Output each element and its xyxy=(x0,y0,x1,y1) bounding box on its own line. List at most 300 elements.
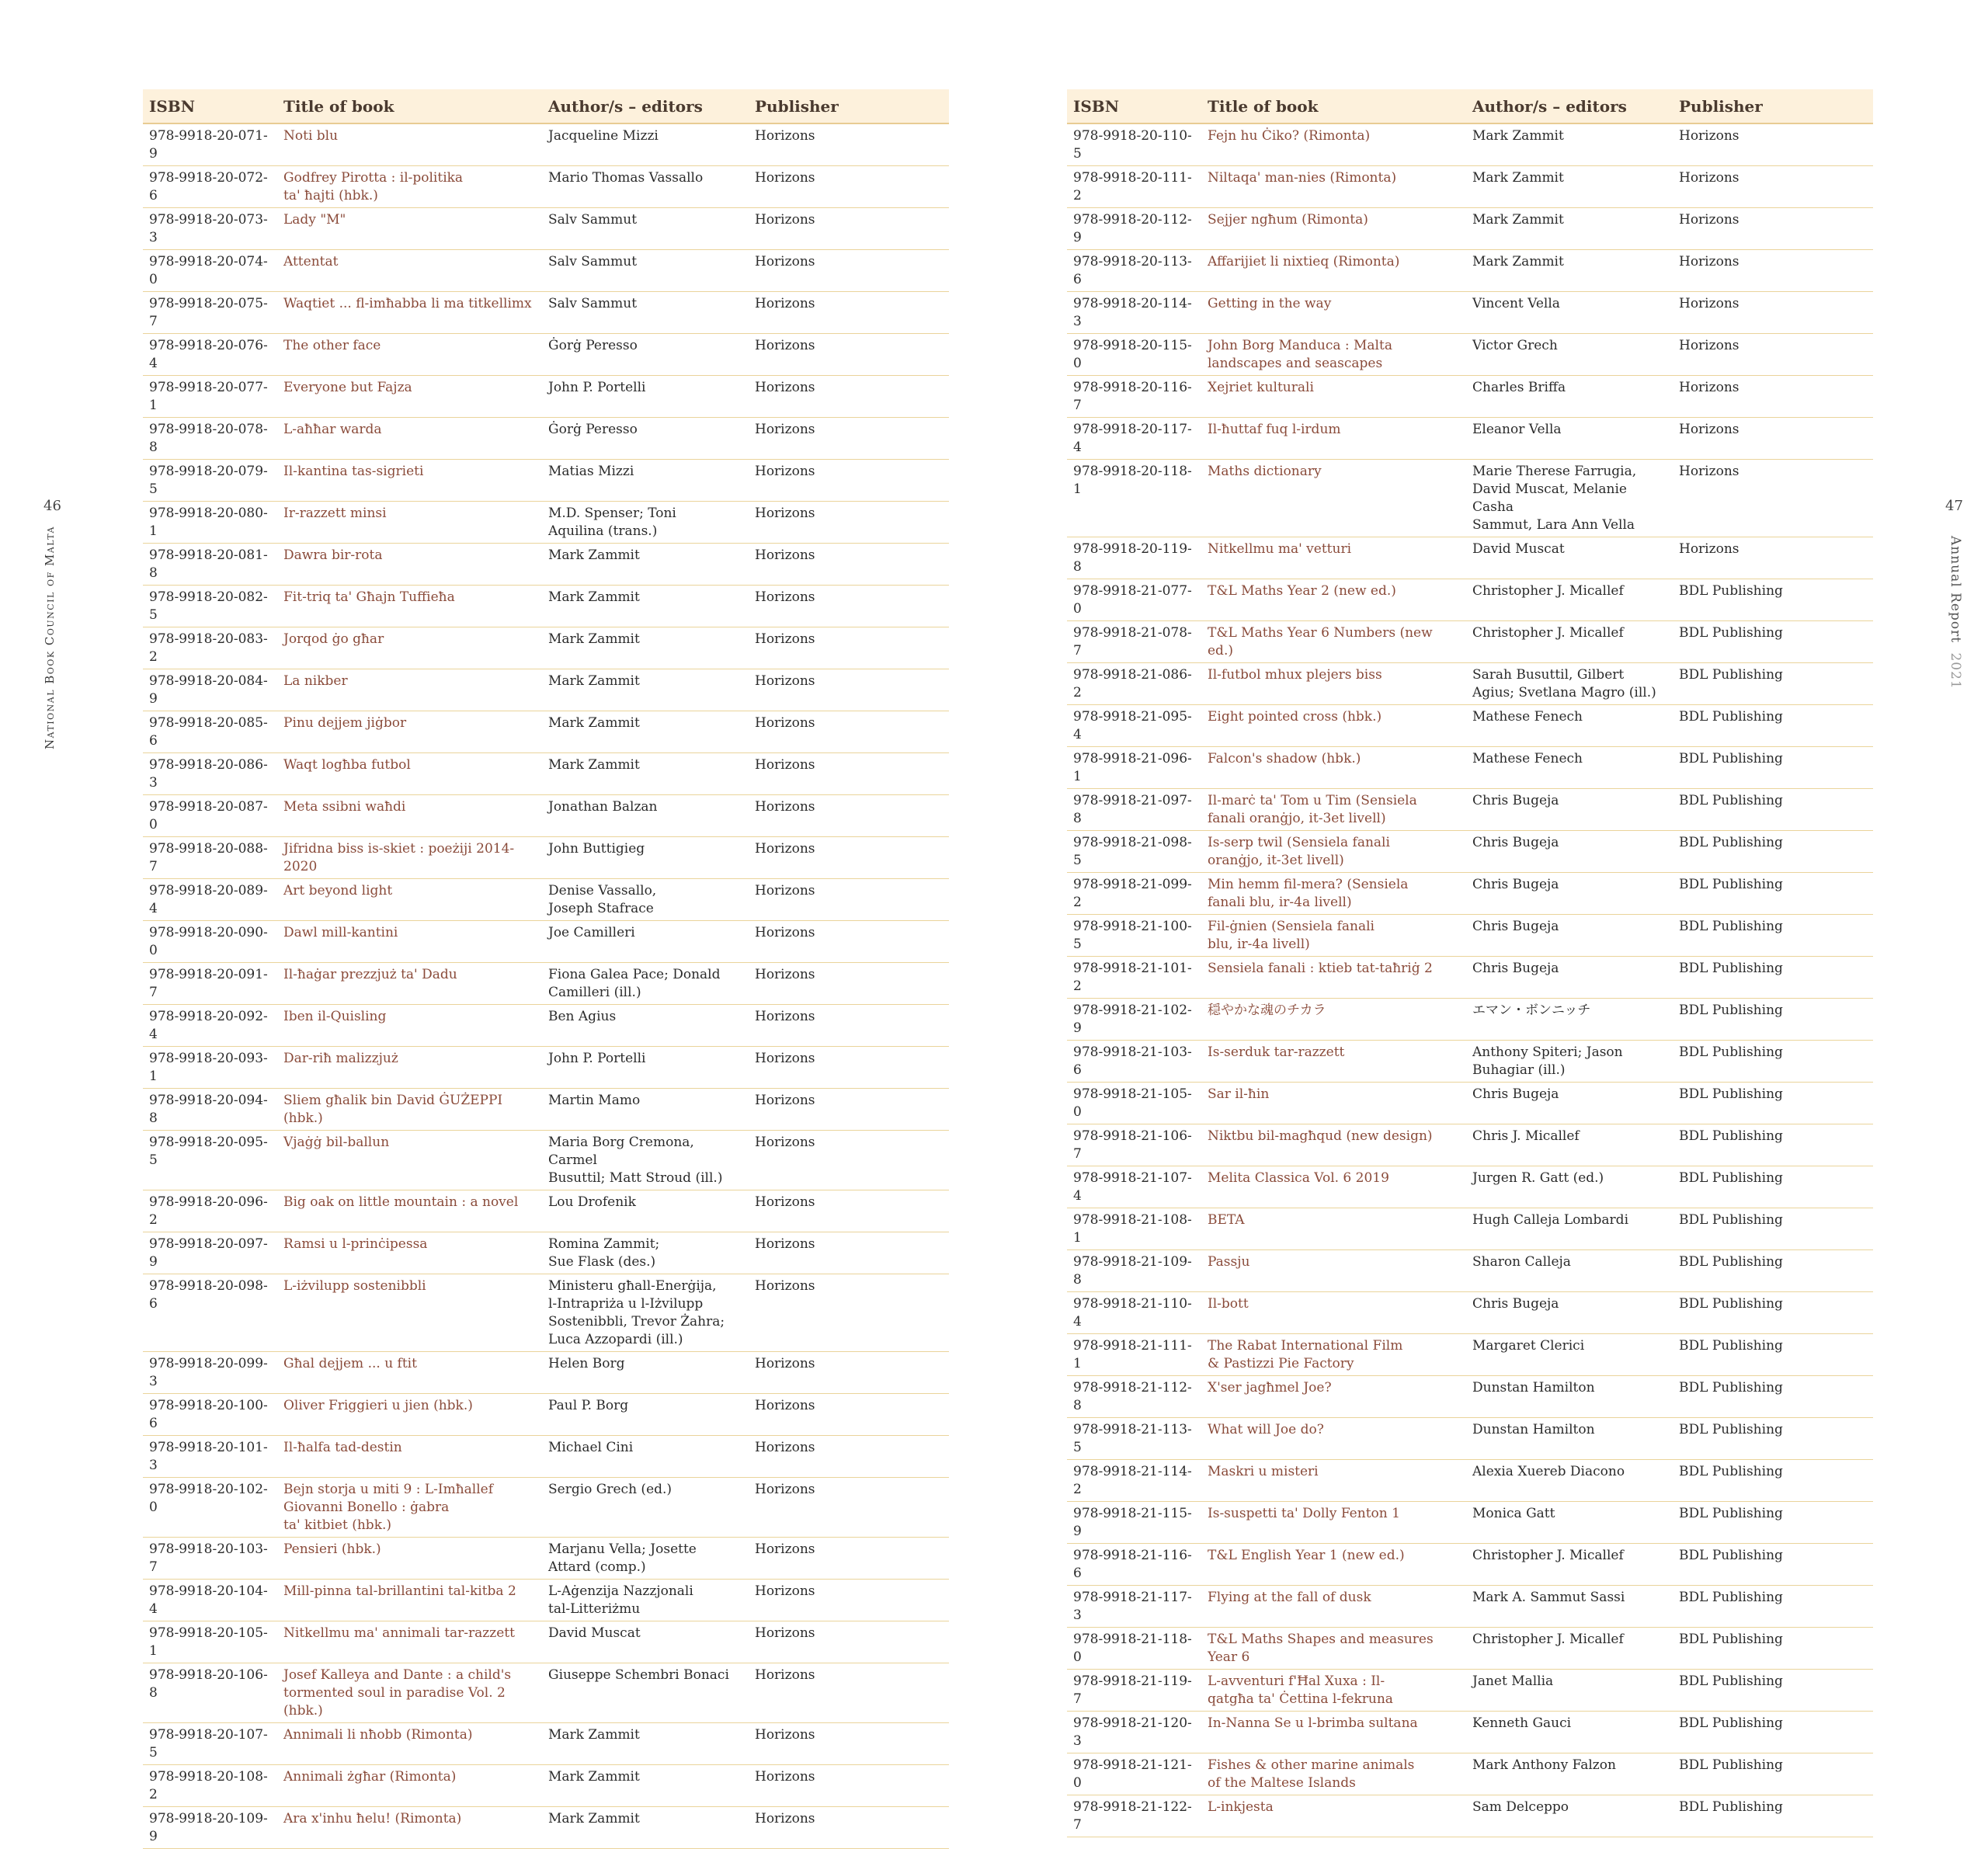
isbn-cell: 978-9918-21-106-7 xyxy=(1067,1124,1201,1166)
isbn-cell: 978-9918-21-077-0 xyxy=(1067,579,1201,621)
publisher-cell: Horizons xyxy=(749,1723,949,1765)
publisher-cell: Horizons xyxy=(1673,292,1873,334)
table-row xyxy=(143,460,949,502)
isbn-cell: 978-9918-21-117-3 xyxy=(1067,1586,1201,1628)
isbn-cell: 978-9918-20-109-9 xyxy=(143,1807,277,1849)
table-row xyxy=(143,1723,949,1765)
table-row xyxy=(1067,1544,1873,1586)
table-row xyxy=(1067,123,1873,166)
author-cell: Salv Sammut xyxy=(542,250,749,292)
publisher-cell: Horizons xyxy=(749,123,949,166)
table-row xyxy=(1067,1334,1873,1376)
author-cell: John P. Portelli xyxy=(542,376,749,418)
book-title-cell: Mill-pinna tal-brillantini tal-kitba 2 xyxy=(277,1580,542,1621)
author-cell: エマン・ボンニッチ xyxy=(1466,999,1673,1041)
author-cell: Giuseppe Schembri Bonaci xyxy=(542,1663,749,1723)
isbn-cell: 978-9918-20-081-8 xyxy=(143,544,277,586)
isbn-cell: 978-9918-21-110-4 xyxy=(1067,1292,1201,1334)
book-title-cell: 穏やかな魂のチカラ xyxy=(1201,999,1466,1041)
table-row xyxy=(143,1047,949,1089)
book-title-cell: Sliem għalik bin David ĠUŻEPPI (hbk.) xyxy=(277,1089,542,1131)
table-row xyxy=(143,1621,949,1663)
book-title-cell: Everyone but Fajza xyxy=(277,376,542,418)
publisher-cell: Horizons xyxy=(749,208,949,250)
author-cell: Jacqueline Mizzi xyxy=(542,123,749,166)
publisher-cell: Horizons xyxy=(749,1663,949,1723)
author-cell: Sam Delceppo xyxy=(1466,1795,1673,1837)
header-title: Title of book xyxy=(277,89,542,123)
publisher-cell: Horizons xyxy=(749,1621,949,1663)
table-row xyxy=(1067,621,1873,663)
book-title-cell: The Rabat International Film & Pastizzi Pie Factory xyxy=(1201,1334,1466,1376)
publisher-cell: BDL Publishing xyxy=(1673,1083,1873,1124)
book-title-cell: Passju xyxy=(1201,1250,1466,1292)
table-row xyxy=(1067,999,1873,1041)
isbn-cell: 978-9918-20-105-1 xyxy=(143,1621,277,1663)
publisher-cell: BDL Publishing xyxy=(1673,705,1873,747)
book-title-cell: Is-serduk tar-razzett xyxy=(1201,1041,1466,1083)
author-cell: Marie Therese Farrugia, David Muscat, Melanie Casha Sammut, Lara Ann Vella xyxy=(1466,460,1673,537)
publisher-cell: Horizons xyxy=(749,1436,949,1478)
left-page xyxy=(143,89,949,1849)
isbn-cell: 978-9918-20-089-4 xyxy=(143,879,277,921)
table-row xyxy=(1067,1712,1873,1753)
book-title-cell: Il-kantina tas-sigrieti xyxy=(277,460,542,502)
publisher-cell: BDL Publishing xyxy=(1673,1460,1873,1502)
publisher-cell: BDL Publishing xyxy=(1673,1124,1873,1166)
author-cell: Chris Bugeja xyxy=(1466,831,1673,873)
author-cell: Martin Mamo xyxy=(542,1089,749,1131)
table-row xyxy=(143,1005,949,1047)
author-cell: Chris Bugeja xyxy=(1466,915,1673,957)
isbn-cell: 978-9918-20-072-6 xyxy=(143,166,277,208)
table-row xyxy=(143,1089,949,1131)
isbn-cell: 978-9918-21-122-7 xyxy=(1067,1795,1201,1837)
isbn-table-right xyxy=(1067,89,1873,1837)
isbn-cell: 978-9918-20-090-0 xyxy=(143,921,277,963)
isbn-cell: 978-9918-21-114-2 xyxy=(1067,1460,1201,1502)
isbn-cell: 978-9918-20-118-1 xyxy=(1067,460,1201,537)
author-cell: Helen Borg xyxy=(542,1352,749,1394)
author-cell: Kenneth Gauci xyxy=(1466,1712,1673,1753)
isbn-cell: 978-9918-20-076-4 xyxy=(143,334,277,376)
isbn-cell: 978-9918-21-107-4 xyxy=(1067,1166,1201,1208)
table-row xyxy=(1067,1292,1873,1334)
isbn-cell: 978-9918-20-102-0 xyxy=(143,1478,277,1538)
book-title-cell: Dar-riħ malizzjuż xyxy=(277,1047,542,1089)
book-title-cell: Ara x'inhu ħelu! (Rimonta) xyxy=(277,1807,542,1849)
book-title-cell: L-avventuri f'Ħal Xuxa : Il- qatgħa ta' Ċettina l-fekruna xyxy=(1201,1670,1466,1712)
book-title-cell: Annimali li nħobb (Rimonta) xyxy=(277,1723,542,1765)
table-row xyxy=(1067,334,1873,376)
table-row xyxy=(1067,915,1873,957)
author-cell: Eleanor Vella xyxy=(1466,418,1673,460)
author-cell: Mark A. Sammut Sassi xyxy=(1466,1586,1673,1628)
table-row xyxy=(143,837,949,879)
book-title-cell: T&L Maths Year 6 Numbers (new ed.) xyxy=(1201,621,1466,663)
publisher-cell: BDL Publishing xyxy=(1673,789,1873,831)
author-cell: Hugh Calleja Lombardi xyxy=(1466,1208,1673,1250)
isbn-cell: 978-9918-20-115-0 xyxy=(1067,334,1201,376)
publisher-cell: Horizons xyxy=(749,586,949,627)
publisher-cell: Horizons xyxy=(749,502,949,544)
book-title-cell: X'ser jagħmel Joe? xyxy=(1201,1376,1466,1418)
book-title-cell: Is-suspetti ta' Dolly Fenton 1 xyxy=(1201,1502,1466,1544)
isbn-cell: 978-9918-20-116-7 xyxy=(1067,376,1201,418)
isbn-cell: 978-9918-20-079-5 xyxy=(143,460,277,502)
isbn-cell: 978-9918-21-118-0 xyxy=(1067,1628,1201,1670)
page-number-right: 47 xyxy=(1945,498,1963,514)
isbn-cell: 978-9918-21-099-2 xyxy=(1067,873,1201,915)
publisher-cell: Horizons xyxy=(749,1394,949,1436)
publisher-cell: Horizons xyxy=(749,1807,949,1849)
author-cell: Romina Zammit; Sue Flask (des.) xyxy=(542,1232,749,1274)
publisher-cell: BDL Publishing xyxy=(1673,1712,1873,1753)
book-title-cell: Sejjer ngħum (Rimonta) xyxy=(1201,208,1466,250)
isbn-cell: 978-9918-21-078-7 xyxy=(1067,621,1201,663)
publisher-cell: Horizons xyxy=(749,753,949,795)
isbn-cell: 978-9918-21-119-7 xyxy=(1067,1670,1201,1712)
isbn-cell: 978-9918-20-114-3 xyxy=(1067,292,1201,334)
table-row xyxy=(143,1436,949,1478)
publisher-cell: Horizons xyxy=(749,1005,949,1047)
author-cell: Alexia Xuereb Diacono xyxy=(1466,1460,1673,1502)
isbn-cell: 978-9918-20-103-7 xyxy=(143,1538,277,1580)
book-title-cell: Fit-triq ta' Għajn Tuffieħa xyxy=(277,586,542,627)
isbn-cell: 978-9918-21-120-3 xyxy=(1067,1712,1201,1753)
table-row xyxy=(143,250,949,292)
table-row xyxy=(1067,166,1873,208)
publisher-cell: BDL Publishing xyxy=(1673,1628,1873,1670)
isbn-cell: 978-9918-21-100-5 xyxy=(1067,915,1201,957)
publisher-cell: BDL Publishing xyxy=(1673,1753,1873,1795)
table-row xyxy=(1067,663,1873,705)
author-cell: Dunstan Hamilton xyxy=(1466,1418,1673,1460)
publisher-cell: Horizons xyxy=(749,460,949,502)
book-title-cell: Jifridna biss is-skiet : poeżiji 2014-2020 xyxy=(277,837,542,879)
publisher-cell: BDL Publishing xyxy=(1673,1166,1873,1208)
isbn-cell: 978-9918-20-077-1 xyxy=(143,376,277,418)
table-row xyxy=(143,1765,949,1807)
author-cell: Anthony Spiteri; Jason Buhagiar (ill.) xyxy=(1466,1041,1673,1083)
book-title-cell: L-aħħar warda xyxy=(277,418,542,460)
book-title-cell: Niktbu bil-magħqud (new design) xyxy=(1201,1124,1466,1166)
isbn-cell: 978-9918-20-088-7 xyxy=(143,837,277,879)
publisher-cell: Horizons xyxy=(749,418,949,460)
book-title-cell: Meta ssibni waħdi xyxy=(277,795,542,837)
book-title-cell: Dawra bir-rota xyxy=(277,544,542,586)
table-row xyxy=(143,292,949,334)
table-row xyxy=(143,669,949,711)
author-cell: Salv Sammut xyxy=(542,208,749,250)
author-cell: Mark Zammit xyxy=(1466,250,1673,292)
author-cell: David Muscat xyxy=(542,1621,749,1663)
table-row xyxy=(1067,873,1873,915)
header-title: Title of book xyxy=(1201,89,1466,123)
author-cell: Chris Bugeja xyxy=(1466,957,1673,999)
book-title-cell: T&L Maths Year 2 (new ed.) xyxy=(1201,579,1466,621)
table-row xyxy=(143,544,949,586)
isbn-cell: 978-9918-21-109-8 xyxy=(1067,1250,1201,1292)
book-title-cell: Fishes & other marine animals of the Maltese Islands xyxy=(1201,1753,1466,1795)
table-row xyxy=(1067,208,1873,250)
author-cell: Mathese Fenech xyxy=(1466,705,1673,747)
book-title-cell: Dawl mill-kantini xyxy=(277,921,542,963)
book-title-cell: Pensieri (hbk.) xyxy=(277,1538,542,1580)
publisher-cell: BDL Publishing xyxy=(1673,831,1873,873)
author-cell: Mark Zammit xyxy=(542,586,749,627)
book-title-cell: Min hemm fil-mera? (Sensiela fanali blu, ir-4a livell) xyxy=(1201,873,1466,915)
isbn-cell: 978-9918-20-091-7 xyxy=(143,963,277,1005)
book-title-cell: Godfrey Pirotta : il-politika ta' ħajti (hbk.) xyxy=(277,166,542,208)
isbn-cell: 978-9918-20-082-5 xyxy=(143,586,277,627)
book-title-cell: Xejriet kulturali xyxy=(1201,376,1466,418)
table-row xyxy=(1067,957,1873,999)
isbn-cell: 978-9918-20-092-4 xyxy=(143,1005,277,1047)
book-title-cell: Vjaġġ bil-ballun xyxy=(277,1131,542,1190)
book-title-cell: Ramsi u l-prinċipessa xyxy=(277,1232,542,1274)
publisher-cell: BDL Publishing xyxy=(1673,579,1873,621)
publisher-cell: Horizons xyxy=(749,1274,949,1352)
isbn-cell: 978-9918-20-094-8 xyxy=(143,1089,277,1131)
book-title-cell: L-inkjesta xyxy=(1201,1795,1466,1837)
book-title-cell: Sensiela fanali : ktieb tat-taħriġ 2 xyxy=(1201,957,1466,999)
publisher-cell: Horizons xyxy=(749,1478,949,1538)
isbn-cell: 978-9918-20-108-2 xyxy=(143,1765,277,1807)
publisher-cell: Horizons xyxy=(1673,123,1873,166)
publisher-cell: Horizons xyxy=(749,1232,949,1274)
author-cell: Christopher J. Micallef xyxy=(1466,1628,1673,1670)
publisher-cell: Horizons xyxy=(749,1765,949,1807)
publisher-cell: BDL Publishing xyxy=(1673,663,1873,705)
book-title-cell: Nitkellmu ma' annimali tar-razzett xyxy=(277,1621,542,1663)
isbn-cell: 978-9918-21-101-2 xyxy=(1067,957,1201,999)
table-body-right xyxy=(1067,123,1873,1837)
publisher-cell: BDL Publishing xyxy=(1673,621,1873,663)
author-cell: Sarah Busuttil, Gilbert Agius; Svetlana Magro (ill.) xyxy=(1466,663,1673,705)
isbn-cell: 978-9918-21-121-0 xyxy=(1067,1753,1201,1795)
author-cell: Mark Zammit xyxy=(1466,166,1673,208)
publisher-cell: Horizons xyxy=(1673,208,1873,250)
table-row xyxy=(143,879,949,921)
isbn-cell: 978-9918-21-102-9 xyxy=(1067,999,1201,1041)
side-label-right xyxy=(1948,536,1963,690)
isbn-cell: 978-9918-20-107-5 xyxy=(143,1723,277,1765)
isbn-cell: 978-9918-20-086-3 xyxy=(143,753,277,795)
isbn-cell: 978-9918-20-073-3 xyxy=(143,208,277,250)
isbn-cell: 978-9918-20-095-5 xyxy=(143,1131,277,1190)
author-cell: Mark Zammit xyxy=(542,1723,749,1765)
book-title-cell: Art beyond light xyxy=(277,879,542,921)
book-title-cell: Il-ħaġar prezzjuż ta' Dadu xyxy=(277,963,542,1005)
author-cell: Mark Zammit xyxy=(1466,208,1673,250)
publisher-cell: Horizons xyxy=(749,292,949,334)
header-authors: Author/s – editors xyxy=(542,89,749,123)
publisher-cell: BDL Publishing xyxy=(1673,915,1873,957)
isbn-cell: 978-9918-21-112-8 xyxy=(1067,1376,1201,1418)
isbn-cell: 978-9918-20-117-4 xyxy=(1067,418,1201,460)
book-title-cell: Affarijiet li nixtieq (Rimonta) xyxy=(1201,250,1466,292)
table-row xyxy=(143,795,949,837)
isbn-cell: 978-9918-21-105-0 xyxy=(1067,1083,1201,1124)
table-row xyxy=(143,1352,949,1394)
isbn-cell: 978-9918-20-080-1 xyxy=(143,502,277,544)
isbn-cell: 978-9918-20-085-6 xyxy=(143,711,277,753)
publisher-cell: BDL Publishing xyxy=(1673,1670,1873,1712)
isbn-cell: 978-9918-21-095-4 xyxy=(1067,705,1201,747)
table-header-row xyxy=(1067,89,1873,123)
table-row xyxy=(143,586,949,627)
author-cell: Paul P. Borg xyxy=(542,1394,749,1436)
author-cell: Ġorġ Peresso xyxy=(542,418,749,460)
book-title-cell: Maskri u misteri xyxy=(1201,1460,1466,1502)
table-row xyxy=(1067,1250,1873,1292)
book-title-cell: Waqt logħba futbol xyxy=(277,753,542,795)
side-label-title: Annual Report xyxy=(1948,536,1963,644)
table-row xyxy=(143,963,949,1005)
book-title-cell: Għal dejjem ... u ftit xyxy=(277,1352,542,1394)
publisher-cell: BDL Publishing xyxy=(1673,1795,1873,1837)
author-cell: Sharon Calleja xyxy=(1466,1250,1673,1292)
isbn-cell: 978-9918-21-113-5 xyxy=(1067,1418,1201,1460)
isbn-cell: 978-9918-20-099-3 xyxy=(143,1352,277,1394)
table-row xyxy=(143,1580,949,1621)
isbn-table-left xyxy=(143,89,949,1849)
isbn-cell: 978-9918-20-106-8 xyxy=(143,1663,277,1723)
isbn-cell: 978-9918-20-097-9 xyxy=(143,1232,277,1274)
publisher-cell: Horizons xyxy=(749,1089,949,1131)
author-cell: John P. Portelli xyxy=(542,1047,749,1089)
isbn-cell: 978-9918-21-086-2 xyxy=(1067,663,1201,705)
author-cell: Joe Camilleri xyxy=(542,921,749,963)
book-title-cell: The other face xyxy=(277,334,542,376)
table-row xyxy=(1067,1124,1873,1166)
table-row xyxy=(1067,579,1873,621)
book-title-cell: What will Joe do? xyxy=(1201,1418,1466,1460)
publisher-cell: BDL Publishing xyxy=(1673,1208,1873,1250)
publisher-cell: Horizons xyxy=(749,837,949,879)
publisher-cell: Horizons xyxy=(749,1352,949,1394)
header-publisher: Publisher xyxy=(749,89,949,123)
table-row xyxy=(1067,1460,1873,1502)
author-cell: John Buttigieg xyxy=(542,837,749,879)
isbn-cell: 978-9918-20-078-8 xyxy=(143,418,277,460)
author-cell: Sergio Grech (ed.) xyxy=(542,1478,749,1538)
table-row xyxy=(1067,1376,1873,1418)
book-title-cell: Lady "M" xyxy=(277,208,542,250)
author-cell: Mark Zammit xyxy=(542,544,749,586)
table-row xyxy=(1067,1628,1873,1670)
author-cell: Lou Drofenik xyxy=(542,1190,749,1232)
book-title-cell: Fil-ġnien (Sensiela fanali blu, ir-4a livell) xyxy=(1201,915,1466,957)
publisher-cell: Horizons xyxy=(1673,460,1873,537)
table-row xyxy=(1067,1586,1873,1628)
publisher-cell: Horizons xyxy=(749,1047,949,1089)
isbn-cell: 978-9918-21-098-5 xyxy=(1067,831,1201,873)
author-cell: Ben Agius xyxy=(542,1005,749,1047)
publisher-cell: BDL Publishing xyxy=(1673,1586,1873,1628)
publisher-cell: Horizons xyxy=(1673,537,1873,579)
table-row xyxy=(1067,418,1873,460)
author-cell: Ministeru għall-Enerġija, l-Intrapriża u l-Iżvilupp Sostenibbli, Trevor Żahra; Luca Azzopardi (ill.) xyxy=(542,1274,749,1352)
book-title-cell: Iben il-Quisling xyxy=(277,1005,542,1047)
table-row xyxy=(1067,789,1873,831)
publisher-cell: Horizons xyxy=(749,250,949,292)
book-title-cell: La nikber xyxy=(277,669,542,711)
isbn-cell: 978-9918-20-075-7 xyxy=(143,292,277,334)
author-cell: Marjanu Vella; Josette Attard (comp.) xyxy=(542,1538,749,1580)
publisher-cell: Horizons xyxy=(749,334,949,376)
isbn-cell: 978-9918-20-098-6 xyxy=(143,1274,277,1352)
isbn-cell: 978-9918-21-103-6 xyxy=(1067,1041,1201,1083)
author-cell: Chris Bugeja xyxy=(1466,1083,1673,1124)
book-title-cell: Jorqod ġo għar xyxy=(277,627,542,669)
isbn-cell: 978-9918-20-087-0 xyxy=(143,795,277,837)
isbn-cell: 978-9918-20-096-2 xyxy=(143,1190,277,1232)
table-row xyxy=(1067,747,1873,789)
table-row xyxy=(143,921,949,963)
header-isbn: ISBN xyxy=(143,89,277,123)
book-title-cell: Fejn hu Ċiko? (Rimonta) xyxy=(1201,123,1466,166)
book-title-cell: Melita Classica Vol. 6 2019 xyxy=(1201,1166,1466,1208)
author-cell: Vincent Vella xyxy=(1466,292,1673,334)
table-row xyxy=(1067,1041,1873,1083)
isbn-cell: 978-9918-20-111-2 xyxy=(1067,166,1201,208)
table-row xyxy=(1067,1083,1873,1124)
publisher-cell: BDL Publishing xyxy=(1673,1334,1873,1376)
book-title-cell: Il-bott xyxy=(1201,1292,1466,1334)
author-cell: Jonathan Balzan xyxy=(542,795,749,837)
isbn-cell: 978-9918-21-111-1 xyxy=(1067,1334,1201,1376)
table-row xyxy=(143,376,949,418)
isbn-cell: 978-9918-21-108-1 xyxy=(1067,1208,1201,1250)
author-cell: Mark Zammit xyxy=(542,1765,749,1807)
author-cell: Christopher J. Micallef xyxy=(1466,1544,1673,1586)
table-row xyxy=(1067,1795,1873,1837)
table-row xyxy=(143,1663,949,1723)
book-title-cell: Waqtiet ... fl-imħabba li ma titkellimx xyxy=(277,292,542,334)
author-cell: Mathese Fenech xyxy=(1466,747,1673,789)
isbn-cell: 978-9918-20-104-4 xyxy=(143,1580,277,1621)
table-row xyxy=(1067,250,1873,292)
isbn-cell: 978-9918-21-096-1 xyxy=(1067,747,1201,789)
book-title-cell: Il-futbol mhux plejers biss xyxy=(1201,663,1466,705)
book-title-cell: T&L English Year 1 (new ed.) xyxy=(1201,1544,1466,1586)
publisher-cell: BDL Publishing xyxy=(1673,999,1873,1041)
author-cell: Margaret Clerici xyxy=(1466,1334,1673,1376)
table-row xyxy=(1067,376,1873,418)
book-title-cell: Niltaqa' man-nies (Rimonta) xyxy=(1201,166,1466,208)
isbn-cell: 978-9918-21-115-9 xyxy=(1067,1502,1201,1544)
publisher-cell: Horizons xyxy=(749,1580,949,1621)
table-row xyxy=(143,1478,949,1538)
author-cell: Victor Grech xyxy=(1466,334,1673,376)
publisher-cell: Horizons xyxy=(1673,418,1873,460)
publisher-cell: Horizons xyxy=(1673,250,1873,292)
publisher-cell: Horizons xyxy=(749,921,949,963)
book-title-cell: Josef Kalleya and Dante : a child's tormented soul in paradise Vol. 2 (hbk.) xyxy=(277,1663,542,1723)
publisher-cell: Horizons xyxy=(749,166,949,208)
publisher-cell: BDL Publishing xyxy=(1673,957,1873,999)
table-row xyxy=(1067,1670,1873,1712)
table-row xyxy=(1067,705,1873,747)
author-cell: David Muscat xyxy=(1466,537,1673,579)
table-row xyxy=(1067,537,1873,579)
publisher-cell: Horizons xyxy=(749,963,949,1005)
publisher-cell: BDL Publishing xyxy=(1673,747,1873,789)
author-cell: Chris Bugeja xyxy=(1466,873,1673,915)
publisher-cell: BDL Publishing xyxy=(1673,1502,1873,1544)
